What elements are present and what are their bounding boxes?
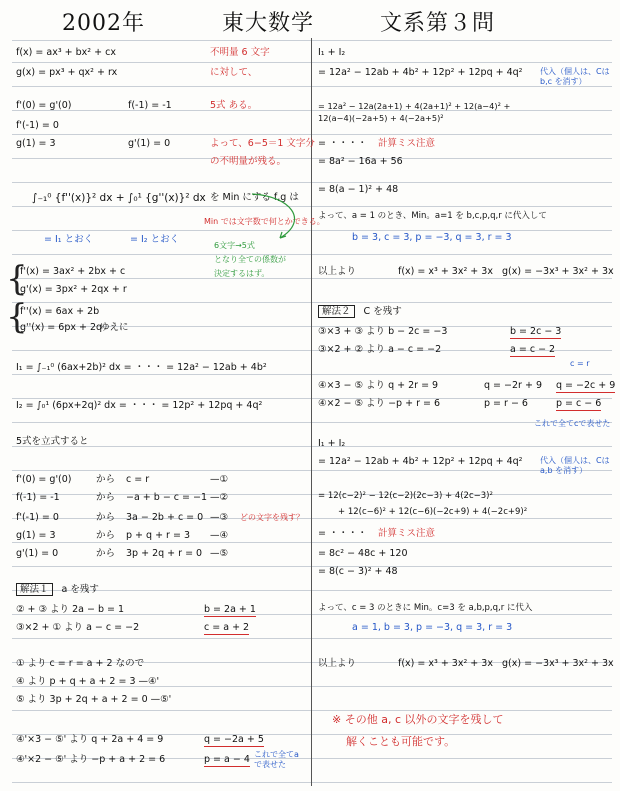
sum2-expr-2: = 12(c−2)² − 12(c−2)(2c−3) + 4(2c−3)² xyxy=(318,491,493,501)
answer2-g: g(x) = −3x³ + 3x² + 3x xyxy=(502,658,614,669)
sum-expr-1: = 12a² − 12ab + 4b² + 12p² + 12pq + 4q² xyxy=(318,67,523,78)
sol1-step4: ④ より p + q + a + 2 = 3 —④' xyxy=(16,676,160,687)
rule-line xyxy=(12,590,612,591)
rule-line xyxy=(12,206,612,207)
min2-statement: よって、c = 3 のときに Min。c=3 を a,b,p,q,r に代入 xyxy=(318,603,533,613)
eq3-number: —③ xyxy=(210,512,229,523)
note-remaining: よって、6−5＝1 文字分 xyxy=(210,138,315,149)
answer1-g: g(x) = −3x³ + 3x² + 3x xyxy=(502,266,614,277)
final-note-2: 解くことも可能です。 xyxy=(346,735,456,748)
five-equations-heading: 5式を立式すると xyxy=(16,436,89,447)
eq3-note: どの文字を残す？ xyxy=(240,513,304,522)
answer2-label: 以上より xyxy=(318,658,357,669)
rule-line xyxy=(12,710,612,711)
sol1-result-c: c = a + 2 xyxy=(204,622,250,633)
rule-line xyxy=(12,182,612,183)
integral-note: Min では文字数で何とかできる。 xyxy=(204,217,325,226)
rule-line xyxy=(12,86,612,87)
sum-expr-2: = 12a² − 12a(2a+1) + 4(2a+1)² + 12(a−4)² + 12(a−4)(−2a+5) + 4(−2a+5)² xyxy=(318,101,511,123)
def-f: f(x) = ax³ + bx² + cx xyxy=(16,47,116,58)
column-divider xyxy=(311,38,312,786)
rule-line xyxy=(12,134,612,135)
sol2-result-q: q = −2c + 9 xyxy=(556,380,616,391)
rule-line xyxy=(12,374,612,375)
answer2-f: f(x) = x³ + 3x² + 3x xyxy=(398,658,493,669)
second-deriv-f: f''(x) = 6ax + 2b xyxy=(20,306,100,317)
note-unknowns: 不明量 6 文字 xyxy=(210,47,270,58)
sol1-step2: ③×2 + ① より a − c = −2 xyxy=(16,622,140,633)
page-header xyxy=(0,4,620,38)
therefore-label: ゆえに xyxy=(100,322,129,333)
sol1-step1: ② + ③ より 2a − b = 1 xyxy=(16,604,125,615)
sol2-mid-q: q = −2r + 9 xyxy=(484,380,542,391)
note-five: 5式 ある。 xyxy=(210,100,258,111)
sum2-expr-5: = 8(c − 3)² + 48 xyxy=(318,566,398,577)
sum-expr-3: = ・・・・ xyxy=(318,138,367,149)
eq1-number: —① xyxy=(210,474,229,485)
brace-1: { xyxy=(6,259,28,299)
rule-line xyxy=(12,638,612,639)
eq5-from: から xyxy=(96,548,116,559)
rule-line xyxy=(12,230,612,231)
sol1-step5: ⑤ より 3p + 2q + a + 2 = 0 —⑤' xyxy=(16,694,172,705)
solution1-heading xyxy=(16,584,99,596)
solution1-box: 解法１ xyxy=(16,583,53,596)
rule-line xyxy=(12,422,612,423)
integral-expression: ∫₋₁⁰ {f''(x)}² dx + ∫₀¹ {g''(x)}² dx xyxy=(32,192,206,204)
answer1-label: 以上より xyxy=(318,266,357,277)
integral-i2: I₂ = ∫₀¹ (6px+2q)² dx = ・・・ = 12p² + 12pq + 4q² xyxy=(16,400,263,411)
label-i2: = I₂ とおく xyxy=(130,234,180,245)
rule-line xyxy=(12,40,612,41)
eq4-right: p + q + r = 3 xyxy=(126,530,191,541)
rule-line xyxy=(12,302,612,303)
deriv-g: g'(x) = 3px² + 2qx + r xyxy=(20,284,127,295)
sum2-note-3: 計算ミス注意 xyxy=(378,528,436,539)
min-values: b = 3, c = 3, p = −3, q = 3, r = 3 xyxy=(352,232,512,243)
sum-note-1: 代入（個人は、Cは b,c を消す） xyxy=(540,67,610,86)
rule-line xyxy=(12,158,612,159)
rule-line xyxy=(12,254,612,255)
deriv-f: f'(x) = 3ax² + 2bx + c xyxy=(20,266,126,277)
green-note-2: となり全ての係数が xyxy=(214,255,286,264)
solution2-subtitle: C を残す xyxy=(363,306,402,317)
eq4-from: から xyxy=(96,530,116,541)
eq2-from: から xyxy=(96,492,116,503)
sum2-expr-2b: + 12(c−6)² + 12(c−6)(−2c+9) + 4(−2c+9)² xyxy=(338,507,528,517)
sol2-note: これで全てcで表せた xyxy=(534,419,611,428)
brace-2: { xyxy=(6,297,28,337)
green-arrow xyxy=(250,190,312,246)
eq1-from: から xyxy=(96,474,116,485)
sol1-result-q: q = −2a + 5 xyxy=(204,734,264,745)
header-course: 文系第３問 xyxy=(380,11,496,36)
eq2-left: f(-1) = -1 xyxy=(16,492,60,503)
rule-line xyxy=(12,782,612,783)
sol2-step3: ④×3 − ⑤ より q + 2r = 9 xyxy=(318,380,439,391)
eq4-number: —④ xyxy=(210,530,229,541)
header-school: 東大数学 xyxy=(222,11,315,36)
sol1-step3: ① より c = r = a + 2 なので xyxy=(16,658,145,669)
solution1-subtitle: a を残す xyxy=(61,584,99,595)
integral-tail: を Min にする f,g は xyxy=(210,192,299,203)
sum-heading: I₁ + I₂ xyxy=(318,47,346,58)
integral-i1: I₁ = ∫₋₁⁰ (6ax+2b)² dx = ・・・ = 12a² − 12ab + 4b² xyxy=(16,362,267,373)
green-note-3: 決定するはず。 xyxy=(214,269,270,278)
second-deriv-g: g''(x) = 6px + 2q xyxy=(20,322,103,333)
sol1-note: これで全てaで表せた xyxy=(254,750,299,769)
sol2-result-a: a = c − 2 xyxy=(510,344,556,355)
rule-line xyxy=(12,446,612,447)
eq2-number: —② xyxy=(210,492,229,503)
label-i1: = I₁ とおく xyxy=(44,234,94,245)
sol2-result-b: b = 2c − 3 xyxy=(510,326,562,337)
sol1-step7: ④'×2 − ⑤' より −p + a + 2 = 6 xyxy=(16,754,166,765)
sol1-result-p: p = a − 4 xyxy=(204,754,250,765)
sol2-result-p: p = c − 6 xyxy=(556,398,602,409)
sol2-note-cr: c = r xyxy=(570,359,590,368)
sum-expr-4: = 8a² − 16a + 56 xyxy=(318,156,403,167)
sum2-expr-3: = ・・・・ xyxy=(318,528,367,539)
eq4-left: g(1) = 3 xyxy=(16,530,56,541)
rule-line xyxy=(12,566,612,567)
sol1-step6: ④'×3 − ⑤' より q + 2a + 4 = 9 xyxy=(16,734,164,745)
eq5-right: 3p + 2q + r = 0 xyxy=(126,548,203,559)
rule-line xyxy=(12,542,612,543)
sol2-step1: ③×3 + ③ より b − 2c = −3 xyxy=(318,326,448,337)
min-statement: よって、a = 1 のとき、Min。a=1 を b,c,p,q,r に代入して xyxy=(318,211,547,221)
answer1-f: f(x) = x³ + 3x² + 3x xyxy=(398,266,493,277)
sum2-note-1: 代入（個人は、Cは a,b を消す） xyxy=(540,456,610,475)
def-g: g(x) = px³ + qx² + rx xyxy=(16,67,118,78)
cond-4: g(1) = 3 xyxy=(16,138,56,149)
sum-expr-5: = 8(a − 1)² + 48 xyxy=(318,184,399,195)
cond-3: f'(-1) = 0 xyxy=(16,120,59,131)
sum-note-3: 計算ミス注意 xyxy=(378,138,436,149)
cond-2: f(-1) = -1 xyxy=(128,100,172,111)
solution2-box: 解法２ xyxy=(318,305,355,318)
eq5-number: —⑤ xyxy=(210,548,229,559)
sol2-mid-p: p = r − 6 xyxy=(484,398,528,409)
eq5-left: g'(1) = 0 xyxy=(16,548,59,559)
rule-line xyxy=(12,470,612,471)
sum2-expr-4: = 8c² − 48c + 120 xyxy=(318,548,408,559)
solution2-heading xyxy=(318,306,402,318)
header-year: 2002年 xyxy=(62,11,145,36)
eq3-right: 3a − 2b + c = 0 xyxy=(126,512,204,523)
eq3-from: から xyxy=(96,512,116,523)
rule-line xyxy=(12,278,612,279)
sol2-step4: ④×2 − ⑤ より −p + r = 6 xyxy=(318,398,441,409)
eq1-right: c = r xyxy=(126,474,150,485)
eq2-right: −a + b − c = −1 xyxy=(126,492,208,503)
rule-line xyxy=(12,62,612,63)
cond-1: f'(0) = g'(0) xyxy=(16,100,72,111)
min2-values: a = 1, b = 3, p = −3, q = 3, r = 3 xyxy=(352,622,513,633)
eq1-left: f'(0) = g'(0) xyxy=(16,474,72,485)
sol2-step2: ③×2 + ② より a − c = −2 xyxy=(318,344,442,355)
cond-5: g'(1) = 0 xyxy=(128,138,171,149)
sol1-result-b: b = 2a + 1 xyxy=(204,604,256,615)
sum2-expr-1: = 12a² − 12ab + 4b² + 12p² + 12pq + 4q² xyxy=(318,456,523,467)
sum2-heading: I₁ + I₂ xyxy=(318,438,346,449)
green-note: 6文字→5式 xyxy=(214,241,255,250)
note-remaining-2: の不明量が残る。 xyxy=(210,156,287,167)
final-note-1: ※ その他 a, c 以外の文字を残して xyxy=(332,713,504,726)
eq3-left: f'(-1) = 0 xyxy=(16,512,59,523)
note-for: に対して、 xyxy=(210,67,258,78)
